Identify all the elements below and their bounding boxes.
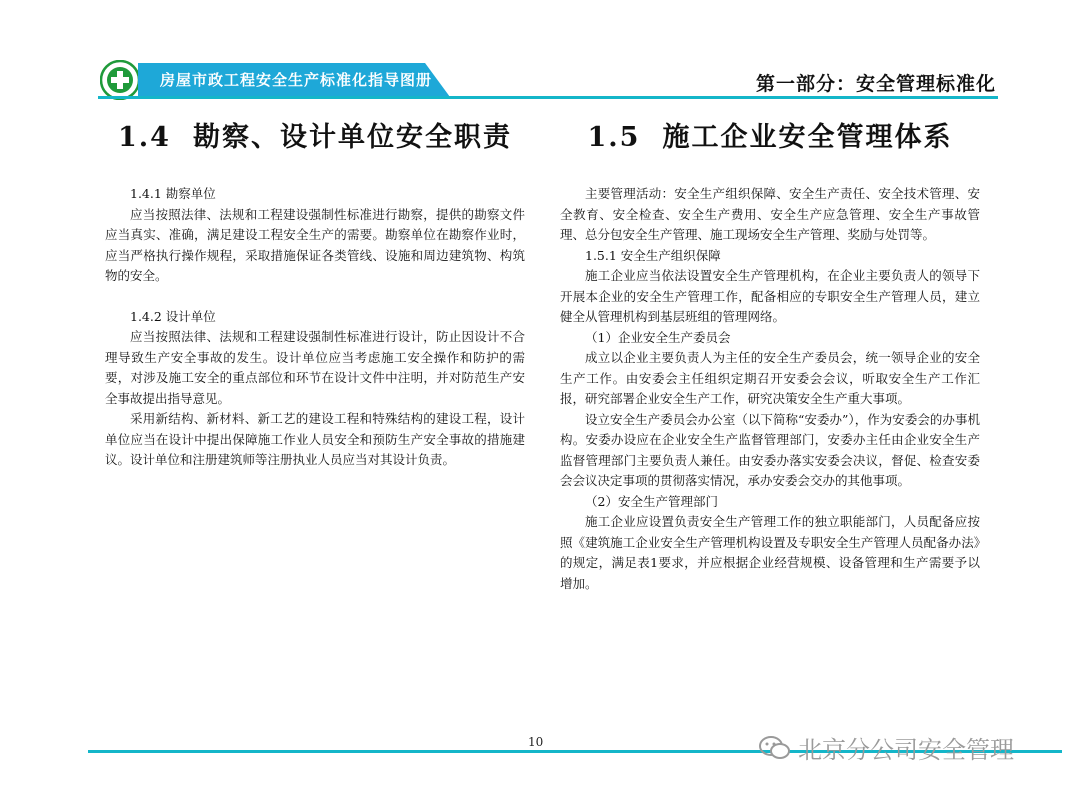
subsection-heading: 1.4.2 设计单位: [130, 308, 216, 324]
header-divider: [98, 96, 998, 99]
part-title: 第一部分：安全管理标准化: [755, 73, 996, 95]
body-paragraph: 成立以企业主要负责人为主任的安全生产委员会，统一领导企业的安全生产工作。由安委会主任组织定期召开安委会会议，听取安全生产工作汇报，研究部署企业安全生产工作，研究决策安全生产重大事项。: [560, 350, 980, 406]
section-heading-left: [105, 120, 525, 156]
right-body: [560, 184, 980, 594]
wechat-icon: [758, 735, 792, 761]
section-number: 1.5: [587, 122, 641, 153]
section-heading-right: [560, 120, 980, 156]
section-number: 1.4: [118, 122, 171, 153]
section-title: 勘察、设计单位安全职责: [192, 122, 512, 153]
left-column: [105, 120, 525, 471]
body-paragraph: 施工企业应设置负责安全生产管理工作的独立职能部门，人员配备应按照《建筑施工企业安全生产管理机构设置及专职安全生产管理人员配备办法》的规定，满足表1要求，并应根据企业经营规模、设备管理和生产需要予以增加。: [560, 514, 980, 591]
body-paragraph: 采用新结构、新材料、新工艺的建设工程和特殊结构的建设工程，设计单位应当在设计中提出保障施工作业人员安全和预防生产安全事故的措施建议。设计单位和注册建筑师等注册执业人员应当对其设计负责。: [105, 411, 525, 467]
body-paragraph: 主要管理活动：安全生产组织保障、安全生产责任、安全技术管理、安全教育、安全检查、安全生产费用、安全生产应急管理、安全生产事故管理、总分包安全生产管理、施工现场安全生产管理、奖励与处罚等。: [560, 186, 980, 242]
subsection-heading: 1.4.1 勘察单位: [130, 186, 216, 201]
page-header: [0, 0, 1080, 110]
subsection-heading: （1）企业安全生产委员会: [585, 329, 731, 345]
right-column: [560, 120, 980, 594]
body-paragraph: 应当按照法律、法规和工程建设强制性标准进行勘察，提供的勘察文件应当真实、准确，满足建设工程安全生产的需要。勘察单位在勘察作业时，应当严格执行操作规程，采取措施保证各类管线、设施和周边建筑物、构筑物的安全。: [105, 206, 525, 283]
watermark: [758, 730, 1014, 765]
subsection-heading: （2）安全生产管理部门: [585, 493, 718, 509]
body-paragraph: 施工企业应当依法设置安全生产管理机构，在企业主要负责人的领导下开展本企业的安全生产管理工作，配备相应的专职安全生产管理人员，建立健全从管理机构到基层班组的管理网络。: [560, 268, 980, 324]
subsection-heading: 1.5.1 安全生产组织保障: [585, 247, 721, 263]
section-title: 施工企业安全管理体系: [662, 122, 953, 153]
body-paragraph: 应当按照法律、法规和工程建设强制性标准进行设计，防止因设计不合理导致生产安全事故的发生。设计单位应当考虑施工安全操作和防护的需要，对涉及施工安全的重点部位和环节在设计文件中注明，并对防范生产安全事故提出指导意见。: [105, 329, 525, 406]
watermark-text: 北京分公司安全管理: [798, 736, 1014, 764]
safety-cross-logo-icon: [100, 60, 140, 100]
book-title: 房屋市政工程安全生产标准化指导图册: [160, 71, 433, 89]
page-number: 10: [528, 735, 544, 749]
left-body: [105, 184, 525, 471]
body-paragraph: 设立安全生产委员会办公室（以下简称“安委办”），作为安委会的办事机构。安委办设应在企业安全生产监督管理部门，安委办主任由企业安全生产监督管理部门主要负责人兼任。由安委办落实安委会决议，督促、检查安委会会议决定事项的贯彻落实情况，承办安委会交办的其他事项。: [560, 411, 980, 488]
spacer: [105, 287, 525, 307]
